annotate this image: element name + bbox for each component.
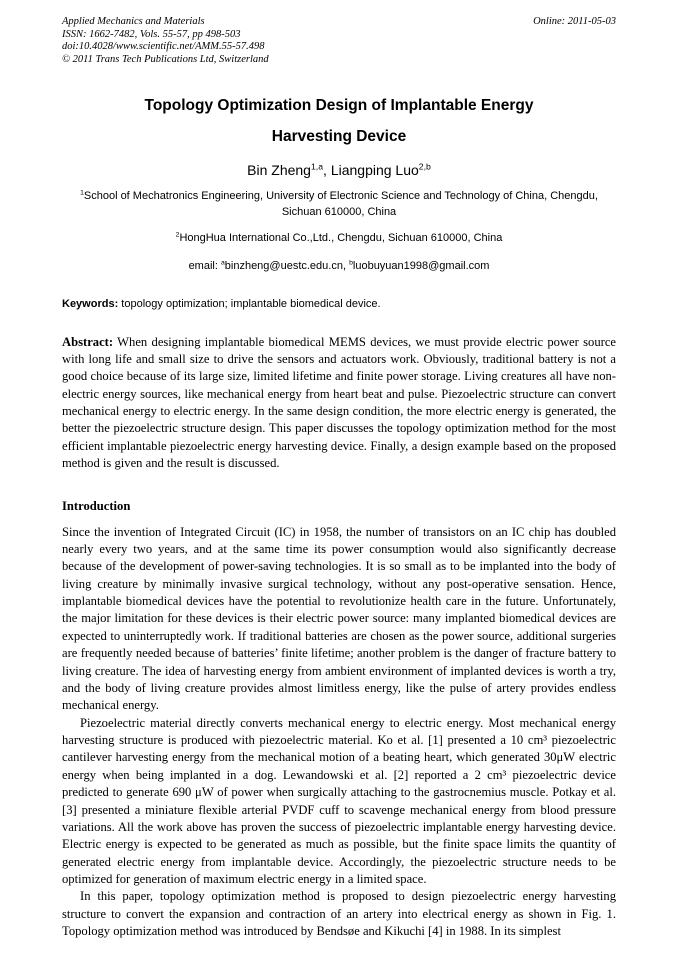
abstract-block <box>62 334 616 473</box>
keywords-line <box>62 298 616 310</box>
journal-issn-line: ISSN: 1662-7482, Vols. 55-57, pp 498-503 <box>62 28 241 40</box>
email-a-superscript: a <box>220 258 225 266</box>
affiliation-2 <box>62 231 616 246</box>
journal-name: Applied Mechanics and Materials <box>62 16 205 27</box>
author-2-name: Liangping Luo <box>330 162 419 179</box>
introduction-paragraph-2: Piezoelectric material directly converts mechanical energy to electric energy. Most mechanical energy harvesting structure is produced with piezoelectric material. Ko et al. [1] presented a 10 cm³ piezoelectric cantilever harvesting energy from the mechanical motion of a beating heart, which generated 30μW electric energy when being implanted in a dog. Lewandowski et al. [2] reported a 2 cm³ piezoelectric device predicted to generate 690 μW of power when surgically attaching to the gastrocnemius muscle. Potkay et al.[3] presented a miniature flexible arterial PVDF cuff to scavenge mechanical energy from blood pressure variations. All the work above has proven the success of piezoelectric implantable energy harvesting device. Electric energy is expected to be generated as much as possible, but the finite space limits the quantity of generated electric energy from implantable device. Accordingly, the piezoelectric structure needs to be optimized for generation of maximum electric energy in a limited space. <box>62 715 616 887</box>
keywords-label: Keywords: <box>62 297 119 310</box>
author-1-name: Bin Zheng <box>247 162 311 179</box>
affiliation-1 <box>62 189 616 220</box>
authors-line <box>62 162 616 178</box>
introduction-heading: Introduction <box>62 498 131 513</box>
author-2-superscript: 2,b <box>418 161 431 172</box>
journal-copyright-line: © 2011 Trans Tech Publications Ltd, Switzerland <box>62 53 269 65</box>
email-address-a: binzheng@uestc.edu.cn <box>224 259 343 272</box>
keywords-text: topology optimization; implantable biomedical device. <box>118 297 381 310</box>
introduction-paragraph-3: In this paper, topology optimization method is proposed to design piezoelectric energy harvesting structure to convert the expansion and contraction of an artery into electrical energy as shown in Fig. 1. Topology optimization method was introduced by Bendsøe and Kikuchi [4] in 1988. In its simplest <box>62 889 616 939</box>
affiliation-1-superscript: 1 <box>80 189 84 197</box>
affiliation-1-text: School of Mechatronics Engineering, University of Electronic Science and Technology of China, Chengdu, Sichuan 610000, China <box>83 190 598 218</box>
email-line <box>62 260 616 272</box>
email-separator: , <box>342 259 350 272</box>
journal-header <box>62 16 616 66</box>
paper-title: Topology Optimization Design of Implantable Energy Harvesting Device <box>144 97 534 146</box>
affiliation-2-text: HongHua International Co.,Ltd., Chengdu, Sichuan 610000, China <box>179 232 503 245</box>
affiliation-2-superscript: 2 <box>175 231 180 239</box>
journal-doi-line: doi:10.4028/www.scientific.net/AMM.55-57.498 <box>62 41 265 53</box>
online-date: Online: 2011-05-03 <box>533 16 616 27</box>
author-separator: , <box>323 162 331 179</box>
abstract-label: Abstract: <box>62 334 114 349</box>
email-address-b: luobuyuan1998@gmail.com <box>352 259 490 272</box>
introduction-paragraph-1: Since the invention of Integrated Circuit (IC) in 1958, the number of transistors on an IC chip has doubled nearly every two years, and at the same time its power consumption would also significantly decrease because of the development of power-saving technologies. It is so small as to be implanted into the body of living creature by minimally invasive surgical technology, without any post-operative sensation. Hence, implantable biomedical devices have the potential to revolutionize health care in the future. Unfortunately, the major limitation for these devices is their electric power source: many implanted biomedical devices are expected to uninterruptedly work. If traditional batteries are chosen as the power source, additional surgeries are frequently needed because of batteries’ finite lifetime; another problem is the danger of fracture battery to living creature. The idea of harvesting energy from ambient environment of implanted devices is worth a try, and the body of living creature provides almost limitless energy, like the pulse of artery provides endless mechanical energy. <box>62 524 616 713</box>
author-1-superscript: 1,a <box>310 161 324 172</box>
email-label: email: <box>188 259 221 272</box>
journal-info-block <box>62 16 269 66</box>
abstract-text: When designing implantable biomedical MEMS devices, we must provide electric power source with long life and small size to drive the sensors and actuators work. Obviously, traditional battery is not a good choice because of its large size, limited lifetime and finite power storage. Living creatures all have non-electric energy sources, like mechanical energy from heart beat and pulse. Piezoelectric structure can convert mechanical energy to electric energy. In the same design condition, the more electric energy is generated, the better the piezoelectric structure design. This paper discusses the topology optimization method for the most efficient implantable piezoelectric energy harvesting device. Finally, a design example based on the proposed method is given and the result is discussed. <box>62 334 616 471</box>
email-b-superscript: b <box>349 258 353 266</box>
